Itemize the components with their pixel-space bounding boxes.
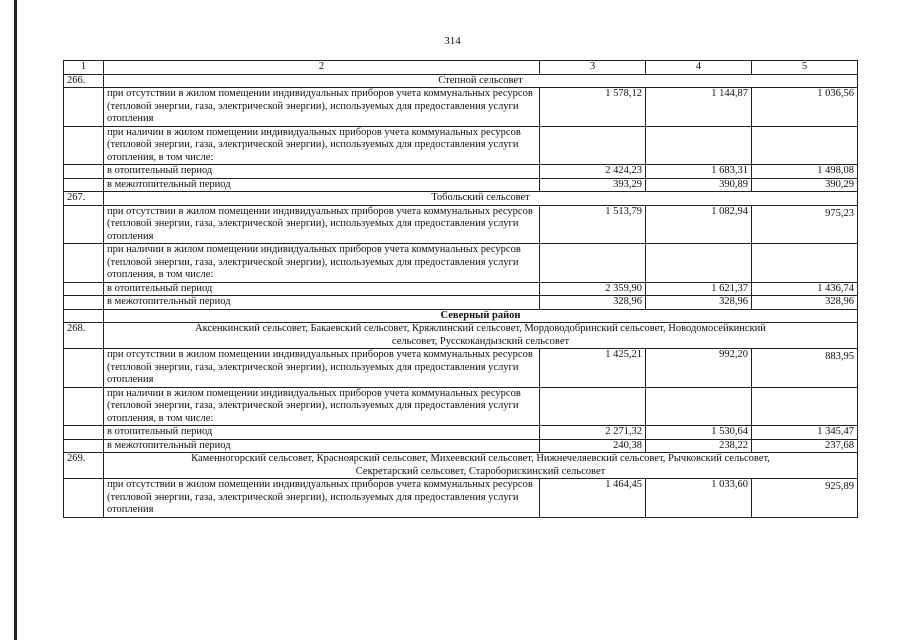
value-cell: 240,38: [540, 439, 646, 453]
table-row: [64, 88, 858, 127]
row-label: в отопительный период: [104, 426, 540, 440]
entry-name: Аксенкинский сельсовет, Бакаевский сельсовет, Кряжлинский сельсовет, Мордоводобринский сельсовет, Новодомосейкинский сельсовет, Русскокандызский сельсовет: [104, 323, 858, 349]
value-cell: 1 144,87: [646, 88, 752, 127]
value-cell: 390,29: [752, 178, 858, 192]
value-cell: 1 082,94: [646, 205, 752, 244]
table-row: [64, 296, 858, 310]
tariff-table: [63, 60, 858, 518]
entry-number: 267.: [64, 192, 104, 206]
entry-title-row: [64, 323, 858, 349]
value-cell: 925,89: [752, 479, 858, 518]
row-label: в межотопительный период: [104, 296, 540, 310]
entry-name: Каменногорский сельсовет, Красноярский сельсовет, Михеевский сельсовет, Нижнечеляевский сельсовет, Рычковский сельсовет, Секретарский сельсовет, Староборискинский сельсовет: [104, 453, 858, 479]
value-cell: 1 464,45: [540, 479, 646, 518]
table-row: [64, 165, 858, 179]
value-cell: 992,20: [646, 349, 752, 388]
value-cell: 390,89: [646, 178, 752, 192]
row-label: при отсутствии в жилом помещении индивидуальных приборов учета коммунальных ресурсов (тепловой энергии, газа, электрической энергии), используемых для предоставления услуги отопления: [104, 205, 540, 244]
header-cell: 5: [752, 61, 858, 75]
table-row: [64, 426, 858, 440]
value-cell: 1 498,08: [752, 165, 858, 179]
value-cell: 238,22: [646, 439, 752, 453]
row-label: при наличии в жилом помещении индивидуальных приборов учета коммунальных ресурсов (тепловой энергии, газа, электрической энергии), используемых для предоставления услуги отопления, в том числе:: [104, 387, 540, 426]
header-row: [64, 61, 858, 75]
value-cell: 1 530,64: [646, 426, 752, 440]
entry-number: 269.: [64, 453, 104, 479]
table-row: [64, 205, 858, 244]
page-number: 314: [444, 35, 461, 47]
value-cell: 883,95: [752, 349, 858, 388]
entry-number: 266.: [64, 74, 104, 88]
row-label: при отсутствии в жилом помещении индивидуальных приборов учета коммунальных ресурсов (тепловой энергии, газа, электрической энергии), используемых для предоставления услуги отопления: [104, 88, 540, 127]
value-cell: 1 578,12: [540, 88, 646, 127]
table-row: [64, 479, 858, 518]
value-cell: 975,23: [752, 205, 858, 244]
value-cell: 393,29: [540, 178, 646, 192]
value-cell: 328,96: [646, 296, 752, 310]
value-cell: 1 036,56: [752, 88, 858, 127]
table-row: [64, 439, 858, 453]
district-title: Северный район: [104, 309, 858, 323]
entry-title-row: [64, 192, 858, 206]
value-cell: 1 425,21: [540, 349, 646, 388]
table-row: [64, 244, 858, 283]
row-label: при отсутствии в жилом помещении индивидуальных приборов учета коммунальных ресурсов (тепловой энергии, газа, электрической энергии), используемых для предоставления услуги отопления: [104, 479, 540, 518]
header-cell: 4: [646, 61, 752, 75]
value-cell: 328,96: [752, 296, 858, 310]
entry-number: 268.: [64, 323, 104, 349]
district-row: [64, 309, 858, 323]
entry-title-row: [64, 74, 858, 88]
value-cell: 1 683,31: [646, 165, 752, 179]
value-cell: 2 424,23: [540, 165, 646, 179]
header-cell: 2: [104, 61, 540, 75]
value-cell: 237,68: [752, 439, 858, 453]
header-cell: 3: [540, 61, 646, 75]
value-cell: 1 436,74: [752, 282, 858, 296]
entry-name: Тобольский сельсовет: [104, 192, 858, 206]
value-cell: 1 513,79: [540, 205, 646, 244]
header-cell: 1: [64, 61, 104, 75]
table-row: [64, 282, 858, 296]
row-label: в отопительный период: [104, 165, 540, 179]
value-cell: 1 345,47: [752, 426, 858, 440]
row-label: при наличии в жилом помещении индивидуальных приборов учета коммунальных ресурсов (тепловой энергии, газа, электрической энергии), используемых для предоставления услуги отопления, в том числе:: [104, 126, 540, 165]
table-row: [64, 387, 858, 426]
row-label: в отопительный период: [104, 282, 540, 296]
row-label: при наличии в жилом помещении индивидуальных приборов учета коммунальных ресурсов (тепловой энергии, газа, электрической энергии), используемых для предоставления услуги отопления, в том числе:: [104, 244, 540, 283]
value-cell: 2 359,90: [540, 282, 646, 296]
value-cell: 1 033,60: [646, 479, 752, 518]
value-cell: 328,96: [540, 296, 646, 310]
value-cell: 2 271,32: [540, 426, 646, 440]
row-label: в межотопительный период: [104, 178, 540, 192]
table-row: [64, 349, 858, 388]
entry-name: Степной сельсовет: [104, 74, 858, 88]
entry-title-row: [64, 453, 858, 479]
table-row: [64, 126, 858, 165]
row-label: при отсутствии в жилом помещении индивидуальных приборов учета коммунальных ресурсов (тепловой энергии, газа, электрической энергии), используемых для предоставления услуги отопления: [104, 349, 540, 388]
row-label: в межотопительный период: [104, 439, 540, 453]
table-row: [64, 178, 858, 192]
scan-edge: [14, 0, 17, 640]
value-cell: 1 621,37: [646, 282, 752, 296]
